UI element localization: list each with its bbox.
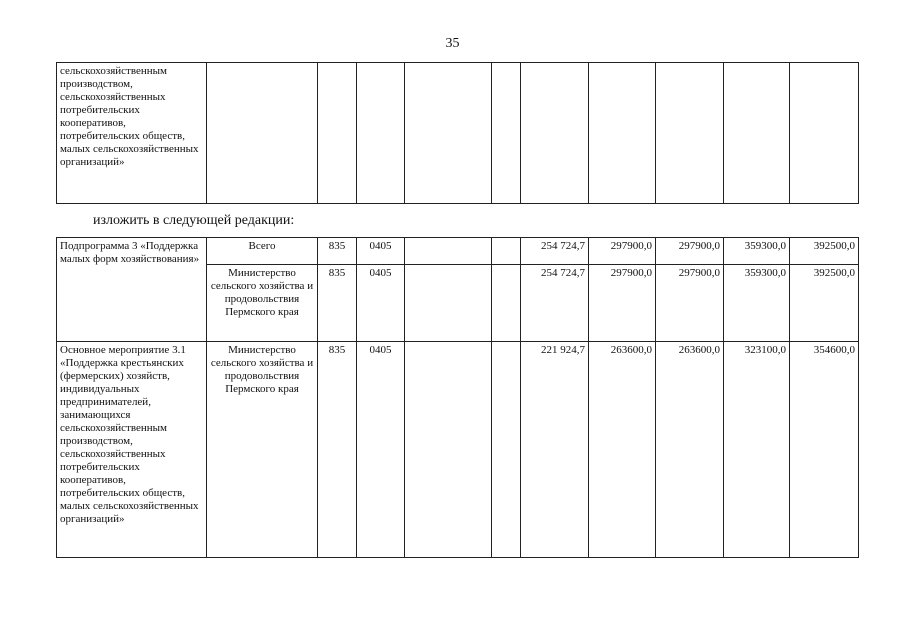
csr-cell [405,265,492,342]
value-cell: 263600,0 [589,342,656,558]
value-cell: 323100,0 [724,342,790,558]
grbs-cell [318,63,357,204]
intro-text: изложить в следующей редакции: [93,213,295,228]
value-cell: 359300,0 [724,265,790,342]
csr-cell [405,342,492,558]
csr-cell [405,63,492,204]
vr-cell [492,265,521,342]
value-cell: 359300,0 [724,238,790,265]
rzpr-cell [357,63,405,204]
value-cell [790,63,859,204]
program-name-cell: Подпрограмма 3 «Поддержка малых форм хозяйствования» [57,238,207,342]
value-cell: 297900,0 [589,265,656,342]
value-cell [521,63,589,204]
rzpr-cell: 0405 [357,342,405,558]
value-cell: 392500,0 [790,265,859,342]
executor-cell [207,63,318,204]
vr-cell [492,342,521,558]
grbs-cell: 835 [318,265,357,342]
rzpr-cell: 0405 [357,265,405,342]
table-row [57,238,859,265]
program-name-cell: сельскохозяйственным производством, сельскохозяйственных потребительских кооперативов, потребительских обществ, малых сельскохозяйственных организаций» [57,63,207,204]
value-cell [656,63,724,204]
value-cell [724,63,790,204]
value-cell: 392500,0 [790,238,859,265]
executor-cell: Министерство сельского хозяйства и продовольствия Пермского края [207,342,318,558]
value-cell: 354600,0 [790,342,859,558]
executor-cell: Министерство сельского хозяйства и продовольствия Пермского края [207,265,318,342]
grbs-cell: 835 [318,342,357,558]
value-cell: 297900,0 [656,238,724,265]
value-cell: 297900,0 [656,265,724,342]
csr-cell [405,238,492,265]
rzpr-cell: 0405 [357,238,405,265]
grbs-cell: 835 [318,238,357,265]
value-cell: 254 724,7 [521,265,589,342]
activity-name-cell: Основное мероприятие 3.1 «Поддержка крестьянских (фермерских) хозяйств, индивидуальных предпринимателей, занимающихся сельскохозяйственным производством, сельскохозяйственных потребительских кооперативов, потребительских обществ, малых сельскохозяйственных организаций» [57,342,207,558]
value-cell: 263600,0 [656,342,724,558]
value-cell: 254 724,7 [521,238,589,265]
vr-cell [492,63,521,204]
value-cell [589,63,656,204]
executor-cell: Всего [207,238,318,265]
value-cell: 297900,0 [589,238,656,265]
table-fragment-top [56,62,859,204]
budget-table [56,237,859,558]
page-number: 35 [445,36,460,51]
vr-cell [492,238,521,265]
table-row [57,63,859,204]
value-cell: 221 924,7 [521,342,589,558]
table-row [57,342,859,558]
